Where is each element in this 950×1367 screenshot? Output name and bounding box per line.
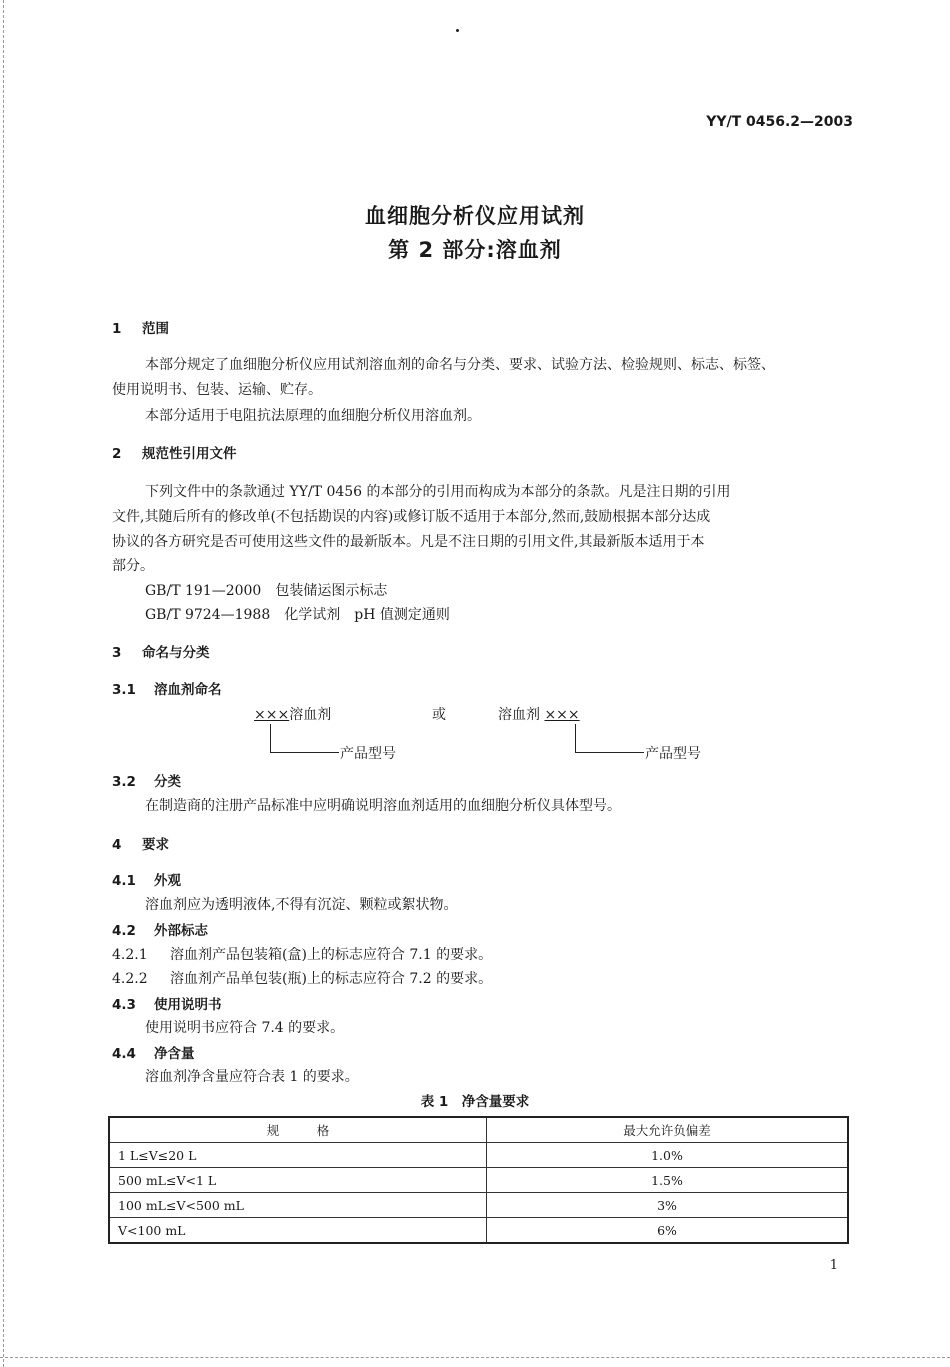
reference-item: GB/T 9724—1988 化学试剂 pH 值测定通则 [145, 607, 450, 623]
table-cell-spec: 1 L≤V≤20 L [109, 1143, 487, 1168]
model-label: 产品型号 [340, 746, 396, 762]
reagent-name: 溶血剂 [289, 707, 332, 723]
section-number: 4 [112, 837, 122, 853]
section-number: 3 [112, 645, 122, 661]
section-number: 4.3 [112, 997, 136, 1013]
section-title: 净含量 [154, 1046, 195, 1062]
section-number: 4.2.2 [112, 971, 148, 987]
standard-code: YY/T 0456.2—2003 [706, 114, 853, 130]
table-caption: 表 1 净含量要求 [420, 1094, 530, 1110]
paragraph: 本部分规定了血细胞分析仪应用试剂溶血剂的命名与分类、要求、试验方法、检验规则、标志、标签、 [145, 357, 775, 373]
naming-left [254, 704, 331, 724]
section-title: 命名与分类 [142, 645, 210, 661]
section-4-heading [112, 833, 169, 853]
section-title: 分类 [154, 774, 181, 790]
table-cell-spec: 100 mL≤V<500 mL [109, 1193, 487, 1218]
section-number: 4.1 [112, 873, 136, 889]
clause-4-2-2 [112, 968, 492, 988]
naming-connector-left [270, 724, 339, 753]
section-number: 4.4 [112, 1046, 136, 1062]
subsection-4-3-heading [112, 993, 222, 1013]
section-title: 要求 [142, 837, 169, 853]
scan-artifact-dot [456, 29, 459, 32]
table-cell-spec: 500 mL≤V<1 L [109, 1168, 487, 1193]
subsection-3-2-heading [112, 770, 181, 790]
table-cell-deviation: 6% [487, 1218, 849, 1244]
table-cell-deviation: 1.0% [487, 1143, 849, 1168]
paragraph: 溶血剂净含量应符合表 1 的要求。 [145, 1069, 359, 1085]
subsection-3-1-heading [112, 678, 222, 698]
table-row [109, 1168, 848, 1193]
paragraph: 在制造商的注册产品标准中应明确说明溶血剂适用的血细胞分析仪具体型号。 [145, 798, 621, 814]
naming-connector-right [575, 724, 644, 753]
paragraph: 文件,其随后所有的修改单(不包括勘误的内容)或修订版不适用于本部分,然而,鼓励根据本部分达成 [112, 509, 711, 525]
section-number: 2 [112, 446, 122, 462]
or-label: 或 [432, 707, 446, 723]
section-3-heading [112, 641, 210, 661]
section-2-heading [112, 442, 237, 462]
scan-border-bottom [0, 1357, 950, 1359]
section-number: 3.1 [112, 682, 136, 698]
page-number: 1 [829, 1258, 838, 1273]
column-header-spec: 规 格 [109, 1117, 487, 1143]
subsection-4-2-heading [112, 919, 208, 939]
table-header-row [109, 1117, 848, 1143]
subsection-4-4-heading [112, 1042, 195, 1062]
section-title: 范围 [142, 321, 169, 337]
paragraph: 部分。 [112, 558, 154, 574]
section-title: 规范性引用文件 [142, 446, 237, 462]
section-number: 3.2 [112, 774, 136, 790]
clause-text: 溶血剂产品单包装(瓶)上的标志应符合 7.2 的要求。 [170, 971, 493, 987]
net-content-table [108, 1116, 849, 1244]
table-cell-deviation: 1.5% [487, 1168, 849, 1193]
table-cell-deviation: 3% [487, 1193, 849, 1218]
paragraph: 协议的各方研究是否可使用这些文件的最新版本。凡是不注日期的引用文件,其最新版本适用于本 [112, 534, 705, 550]
paragraph: 本部分适用于电阻抗法原理的血细胞分析仪用溶血剂。 [145, 408, 481, 424]
clause-4-2-1 [112, 944, 492, 964]
paragraph: 下列文件中的条款通过 YY/T 0456 的本部分的引用而构成为本部分的条款。凡是注日期的引用 [145, 484, 731, 500]
section-number: 4.2.1 [112, 947, 148, 963]
section-1-heading [112, 317, 169, 337]
reagent-name: 溶血剂 [498, 707, 540, 723]
model-label: 产品型号 [645, 746, 701, 762]
table-cell-spec: V<100 mL [109, 1218, 487, 1244]
placeholder-xxx: ××× [544, 707, 580, 723]
table-row [109, 1218, 848, 1244]
paragraph: 使用说明书、包装、运输、贮存。 [112, 382, 322, 398]
section-number: 1 [112, 321, 122, 337]
clause-text: 溶血剂产品包装箱(盒)上的标志应符合 7.1 的要求。 [170, 947, 493, 963]
document-title: 血细胞分析仪应用试剂 [365, 204, 585, 228]
paragraph: 使用说明书应符合 7.4 的要求。 [145, 1020, 345, 1036]
placeholder-xxx: ××× [254, 707, 290, 723]
section-title: 使用说明书 [154, 997, 222, 1013]
table-row [109, 1193, 848, 1218]
section-title: 外部标志 [154, 923, 208, 939]
section-number: 4.2 [112, 923, 136, 939]
reference-item: GB/T 191—2000 包装储运图示标志 [145, 583, 388, 599]
column-header-deviation: 最大允许负偏差 [487, 1117, 849, 1143]
paragraph: 溶血剂应为透明液体,不得有沉淀、颗粒或絮状物。 [145, 897, 458, 913]
subsection-4-1-heading [112, 869, 181, 889]
section-title: 溶血剂命名 [154, 682, 222, 698]
table-row [109, 1143, 848, 1168]
naming-right [498, 704, 580, 724]
document-subtitle: 第 2 部分:溶血剂 [388, 238, 562, 262]
section-title: 外观 [154, 873, 181, 889]
